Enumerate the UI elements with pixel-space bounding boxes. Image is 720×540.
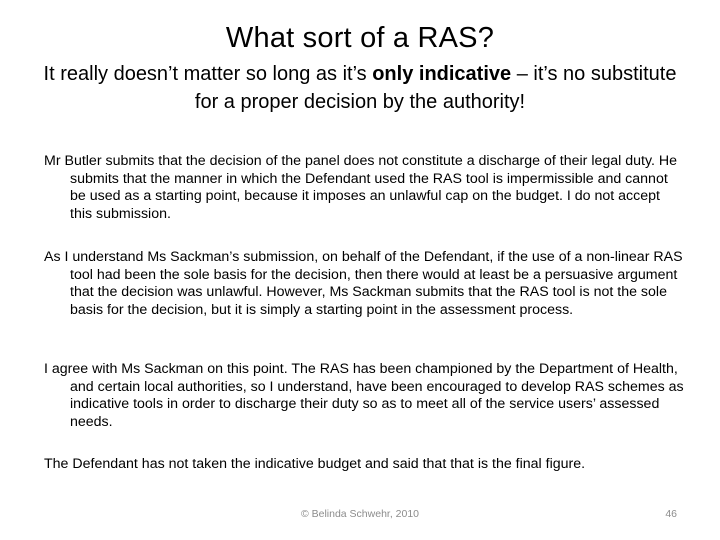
footer-copyright: © Belinda Schwehr, 2010 — [300, 508, 420, 520]
paragraph-agreement: I agree with Ms Sackman on this point. The RAS has been championed by the Department of Health, and certain local authorities, so I understand, have been encouraged to develop RAS schemes as indicative tools in order to discharge their duty so as to meet all of the service users’ assessed needs. — [44, 361, 684, 430]
paragraph-conclusion: The Defendant has not taken the indicative budget and said that that is the final figure. — [44, 456, 586, 472]
subtitle-text-start: It really doesn’t matter so long as it’s — [43, 63, 373, 85]
paragraph-butler-submission: Mr Butler submits that the decision of the panel does not constitute a discharge of their legal duty. He submits that the manner in which the Defendant used the RAS tool is impermissible and cannot be used as a starting point, because it imposes an unlawful cap on the budget. I do not accept this submission. — [44, 153, 678, 222]
subtitle-emphasis: only indicative — [372, 63, 512, 85]
slide-number: 46 — [665, 508, 677, 520]
paragraph-sackman-submission: As I understand Ms Sackman’s submission, on behalf of the Defendant, if the use of a non-linear RAS tool had been the sole basis for the decision, then there would at least be a persuasive argument that the decision was unlawful. However, Ms Sackman submits that the RAS tool is not the sole basis for the decision, but it is simply a starting point in the assessment process. — [44, 249, 683, 318]
subtitle-text-end: – it’s no substitute for a proper decision by the authority! — [194, 63, 677, 113]
slide-subtitle — [40, 60, 680, 116]
slide-title: What sort of a RAS? — [225, 22, 495, 54]
